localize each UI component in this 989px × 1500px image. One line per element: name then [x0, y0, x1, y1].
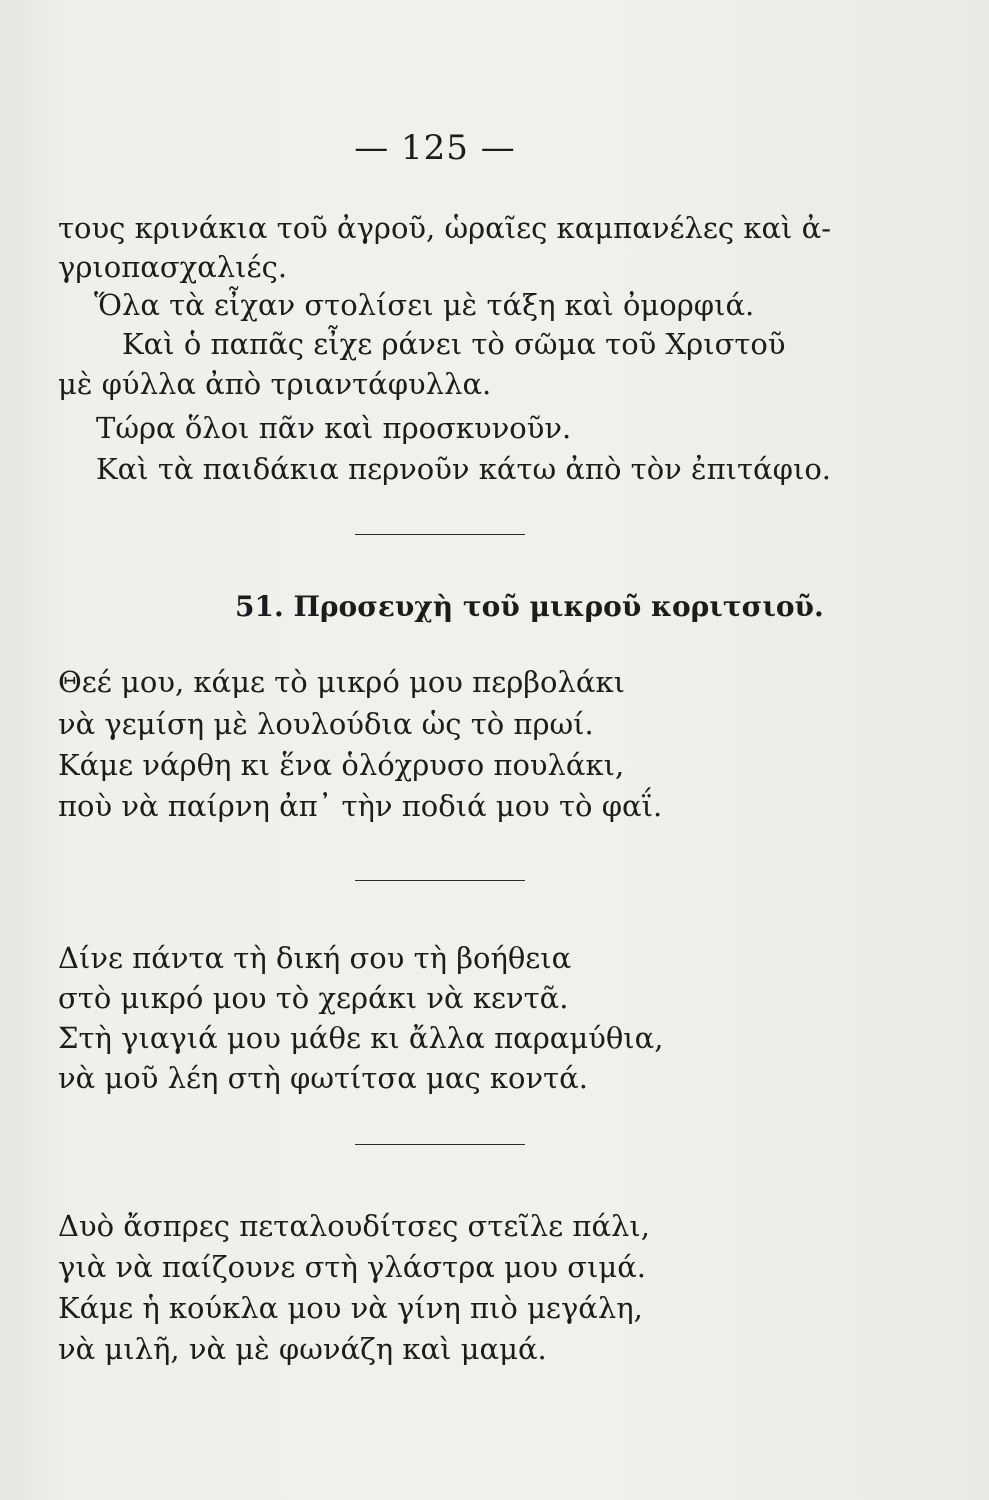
page-number: — 125 —: [354, 128, 516, 168]
verse-line: γιὰ νὰ παίζουνε στὴ γλάστρα μου σιμά.: [58, 1250, 647, 1284]
verse-line: Θεέ μου, κάμε τὸ μικρό μου περβολάκι: [58, 665, 625, 699]
prose-line: γριοπασχαλιές.: [58, 250, 288, 284]
prose-line: Καὶ ὁ παπᾶς εἶχε ράνει τὸ σῶμα τοῦ Χριστοῦ: [122, 327, 786, 361]
verse-line: Στὴ γιαγιά μου μάθε κι ἄλλα παραμύθια,: [58, 1021, 664, 1055]
verse-line: ποὺ νὰ παίρνη ἀπ᾽ τὴν ποδιά μου τὸ φαΐ.: [58, 789, 663, 823]
prose-line: τους κρινάκια τοῦ ἀγροῦ, ὡραῖες καμπανέλες καὶ ἀ-: [58, 211, 832, 245]
prose-line: Καὶ τὰ παιδάκια περνοῦν κάτω ἀπὸ τὸν ἐπιτάφιο.: [96, 452, 831, 486]
verse-line: Δίνε πάντα τὴ δική σου τὴ βοήθεια: [58, 941, 572, 975]
verse-line: Κάμε νάρθη κι ἕνα ὁλόχρυσο πουλάκι,: [58, 748, 625, 782]
poem-title: 51. Προσευχὴ τοῦ μικροῦ κοριτσιοῦ.: [235, 590, 824, 623]
section-divider: [355, 534, 525, 535]
prose-line: μὲ φύλλα ἀπὸ τριαντάφυλλα.: [58, 367, 492, 401]
stanza-divider: [355, 880, 525, 881]
verse-line: νὰ μιλῆ, νὰ μὲ φωνάζη καὶ μαμά.: [58, 1332, 547, 1366]
verse-line: νὰ γεμίση μὲ λουλούδια ὡς τὸ πρωί.: [58, 707, 594, 741]
prose-line: Ὅλα τὰ εἶχαν στολίσει μὲ τάξη καὶ ὀμορφιά.: [94, 288, 755, 322]
verse-line: νὰ μοῦ λέη στὴ φωτίτσα μας κοντά.: [58, 1061, 588, 1095]
verse-line: Κάμε ἡ κούκλα μου νὰ γίνη πιὸ μεγάλη,: [58, 1291, 643, 1325]
stanza-divider: [355, 1144, 525, 1145]
verse-line: Δυὸ ἄσπρες πεταλουδίτσες στεῖλε πάλι,: [58, 1209, 651, 1243]
prose-line: Τώρα ὅλοι πᾶν καὶ προσκυνοῦν.: [96, 411, 572, 445]
verse-line: στὸ μικρό μου τὸ χεράκι νὰ κεντᾶ.: [58, 981, 569, 1015]
